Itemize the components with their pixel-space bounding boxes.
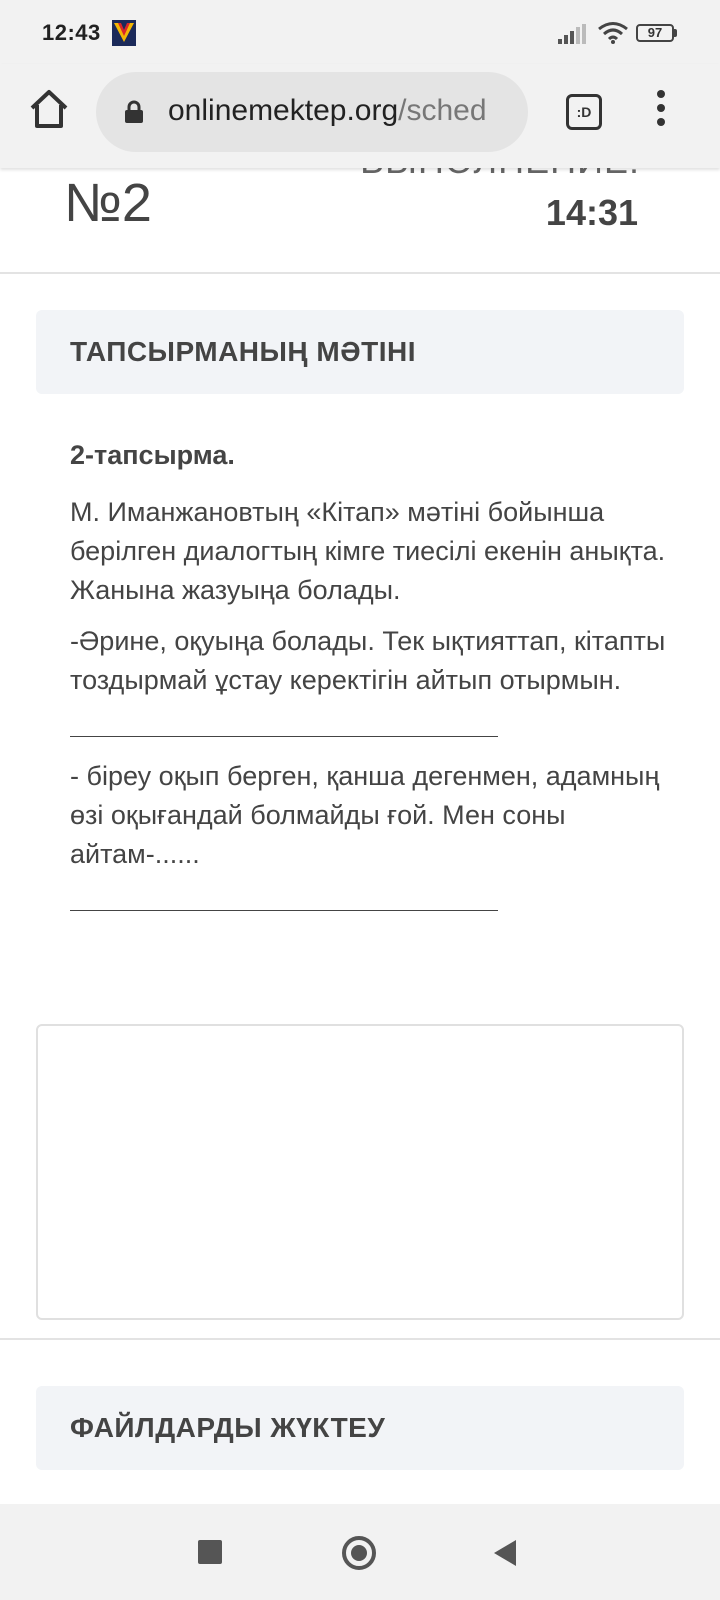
- signal-icon: [558, 24, 586, 49]
- section-title: ТАПСЫРМАНЫҢ МӘТІНІ: [70, 336, 416, 367]
- blank-line: [70, 886, 498, 911]
- status-bar: [0, 0, 720, 64]
- dialog-line-2: - біреу оқып берген, қанша дегенмен, адамның өзі оқығандай болмайды ғой. Мен соны айтам-......: [70, 761, 660, 869]
- lock-icon: [124, 100, 144, 129]
- answer-textarea[interactable]: [36, 1024, 684, 1320]
- file-upload-section-header: [36, 1386, 684, 1470]
- blank-line: [70, 712, 498, 737]
- divider: [0, 1338, 720, 1340]
- browser-toolbar: [0, 64, 720, 168]
- task-number: №2: [64, 173, 152, 233]
- tab-switcher-button[interactable]: :D: [566, 94, 602, 130]
- home-icon[interactable]: [26, 86, 72, 132]
- battery-level: 97: [636, 24, 674, 42]
- task-text: [70, 436, 670, 931]
- app-notification-icon: [112, 20, 136, 46]
- address-bar[interactable]: [96, 72, 528, 152]
- home-circle-icon[interactable]: [342, 1536, 376, 1570]
- system-nav-bar: [0, 1504, 720, 1600]
- dialog-line-1: -Әрине, оқуыңа болады. Тек ықтияттап, кітапты тоздырмай ұстау керектігін айтып отырмын.: [70, 626, 666, 695]
- back-triangle-icon[interactable]: [494, 1540, 516, 1566]
- status-time: 12:43: [42, 20, 101, 45]
- more-menu-icon[interactable]: [654, 90, 668, 130]
- url-text: [168, 94, 487, 128]
- recent-apps-icon[interactable]: [198, 1540, 222, 1564]
- section-title: ФАЙЛДАРДЫ ЖҮКТЕУ: [70, 1412, 386, 1443]
- divider: [0, 272, 720, 274]
- execution-timer: 14:31: [545, 192, 638, 233]
- task-text-section-header: [36, 310, 684, 394]
- page-content: [0, 168, 720, 1504]
- url-domain: onlinemektep.org: [168, 94, 399, 127]
- wifi-icon: [598, 22, 628, 49]
- battery-icon: [636, 24, 678, 44]
- url-path: /sched: [398, 94, 487, 127]
- task-heading: 2-тапсырма.: [70, 440, 235, 470]
- task-instruction: М. Иманжановтың «Кітап» мәтіні бойынша берілген диалогтың кімге тиесілі екенін анықта. Жанына жазуыңа болады.: [70, 497, 666, 605]
